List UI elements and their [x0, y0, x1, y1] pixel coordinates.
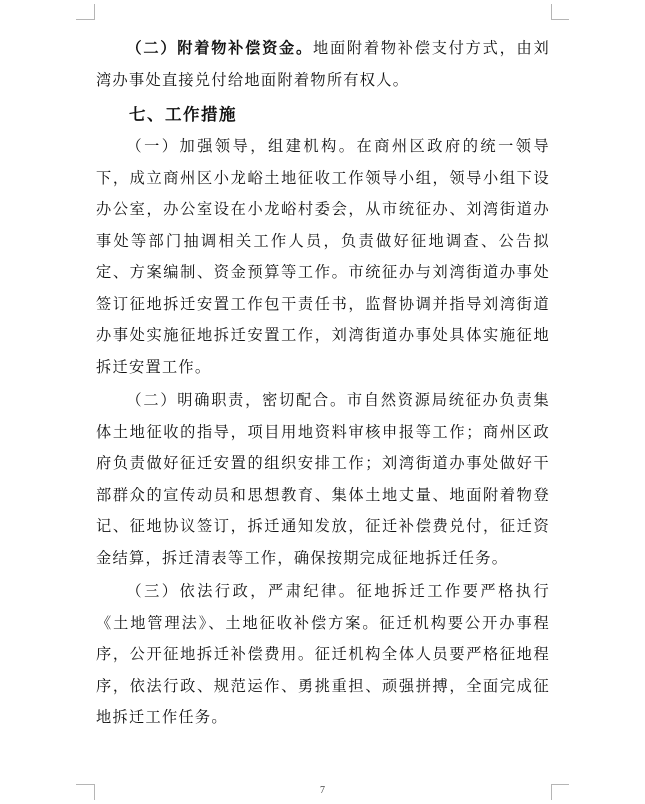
paragraph-leadership: （一）加强领导，组建机构。在商州区政府的统一领导下，成立商州区小龙峪土地征收工作领导小组，领导小组下设办公室，办公室设在小龙峪村委会，从市统征办、刘湾街道办事处等部门抽调相关工作人员，负责做好征地调查、公告拟定、方案编制、资金预算等工作。市统征办与刘湾街道办事处签订征地拆迁安置工作包干责任书，监督协调并指导刘湾街道办事处实施征地拆迁安置工作，刘湾街道办事处具体实施征地拆迁安置工作。 [96, 137, 550, 376]
document-body [96, 33, 550, 736]
crop-mark-top-left [94, 4, 95, 20]
crop-mark-top-left [76, 19, 94, 20]
paragraph-compensation-funds [96, 33, 550, 96]
section-heading: 七、工作措施 [129, 105, 237, 124]
crop-mark-top-right [551, 4, 552, 20]
paragraph-text: 地面附着物补偿支付方式，由刘湾办事处直接兑付给地面附着物所有权人。 [96, 39, 550, 89]
paragraph-discipline: （三）依法行政，严肃纪律。征地拆迁工作要严格执行《土地管理法》、土地征收补偿方案。征迁机构要公开办事程序，公开征地拆迁补偿费用。征迁机构全体人员要严格征地程序，依法行政、规范运作、勇挑重担、顽强拼搏，全面完成征地拆迁工作任务。 [96, 582, 550, 726]
paragraph-responsibilities: （二）明确职责，密切配合。市自然资源局统征办负责集体土地征收的指导，项目用地资料审核申报等工作；商州区政府负责做好征迁安置的组织安排工作；刘湾街道办事处做好干部群众的宣传动员和思想教育、集体土地丈量、地面附着物登记、征地协议签订，拆迁通知发放，征迁补偿费兑付，征迁资金结算，拆迁清表等工作，确保按期完成征地拆迁任务。 [96, 391, 550, 567]
page-number: 7 [320, 785, 325, 796]
crop-mark-top-right [551, 19, 569, 20]
paragraph-lead: （二）附着物补偿资金。 [126, 39, 313, 57]
